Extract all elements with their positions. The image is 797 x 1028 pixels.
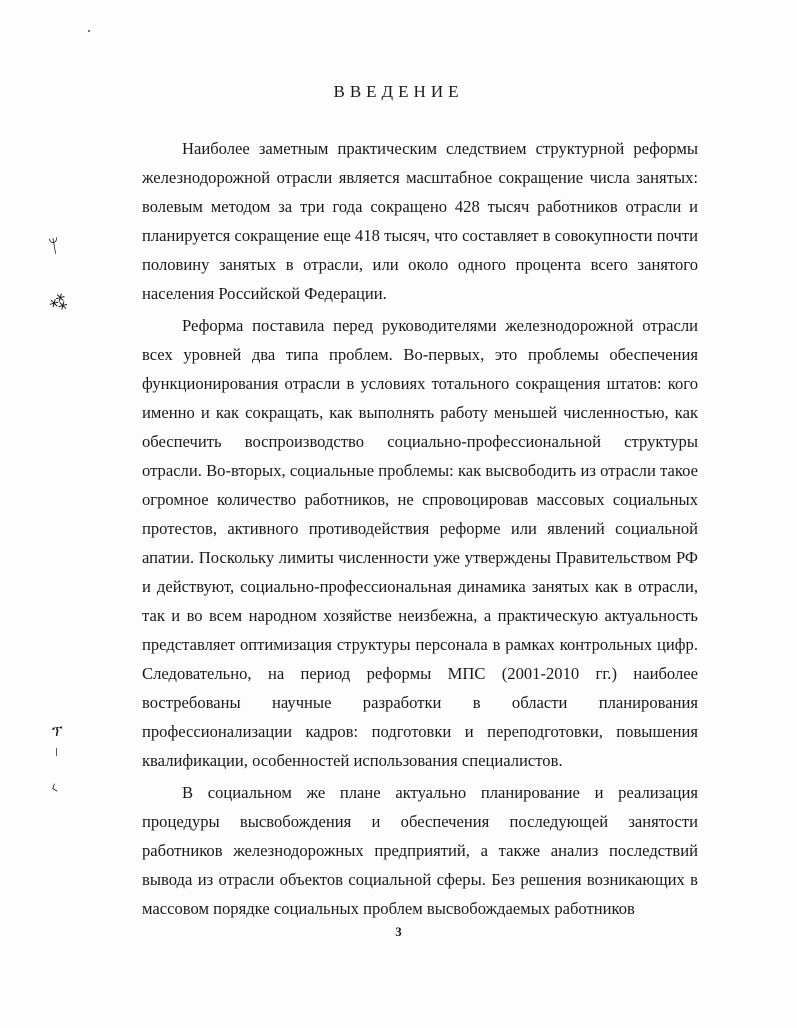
paragraph: Наиболее заметным практическим следствием структурной реформы железнодорожной отрасли является масштабное сокращение числа занятых: волевым методом за три года сокращено 428 тысяч работников отрасли и планируется сокращение еще 418 тысяч, что составляет в совокупности почти половину занятых в отрасли, или около одного процента всего занятого населения Российской Федерации. (142, 139, 698, 303)
section-title: ВВЕДЕНИЕ (333, 82, 464, 101)
scan-speck (56, 748, 57, 756)
margin-mark-icon: ᛘ (47, 235, 62, 258)
paragraph: В социальном же плане актуально планирование и реализация процедуры высвобождения и обеспечения последующей занятости работников железнодорожных предприятий, а также анализ последствий вывода из отрасли объектов социальной сферы. Без решения возникающих в массовом порядке социальных проблем высвобождаемых работников (142, 783, 698, 918)
body-text (142, 134, 698, 923)
paragraph: Реформа поставила перед руководителями железнодорожной отрасли всех уровней два типа проблем. Во-первых, это проблемы обеспечения функционирования отрасли в условиях тотального сокращения штатов: кого именно и как сокращать, как выполнять работу меньшей численностью, как обеспечить воспроизводство социально-профессиональной структуры отрасли. Во-вторых, социальные проблемы: как высвободить из отрасли такое огромное количество работников, не спровоцировав массовых социальных протестов, активного противодействия реформе или явлений социальной апатии. Поскольку лимиты численности уже утверждены Правительством РФ и действуют, социально-профессиональная динамика занятых как в отрасли, так и во всем народном хозяйстве неизбежна, а практическую актуальность представляет оптимизация структуры персонала в рамках контрольных цифр. Следовательно, на период реформы МПС (2001-2010 гг.) наиболее востребованы научные разработки в области планирования профессионализации кадров: подготовки и переподготовки, повышения квалификации, особенностей использования специалистов. (142, 316, 698, 770)
scan-speck (88, 30, 90, 32)
margin-mark-icon: ፕ (52, 722, 63, 740)
margin-mark-icon: ⁂ (47, 290, 71, 315)
page-number: 3 (395, 924, 402, 939)
margin-mark-icon: ᚲ (44, 774, 64, 802)
